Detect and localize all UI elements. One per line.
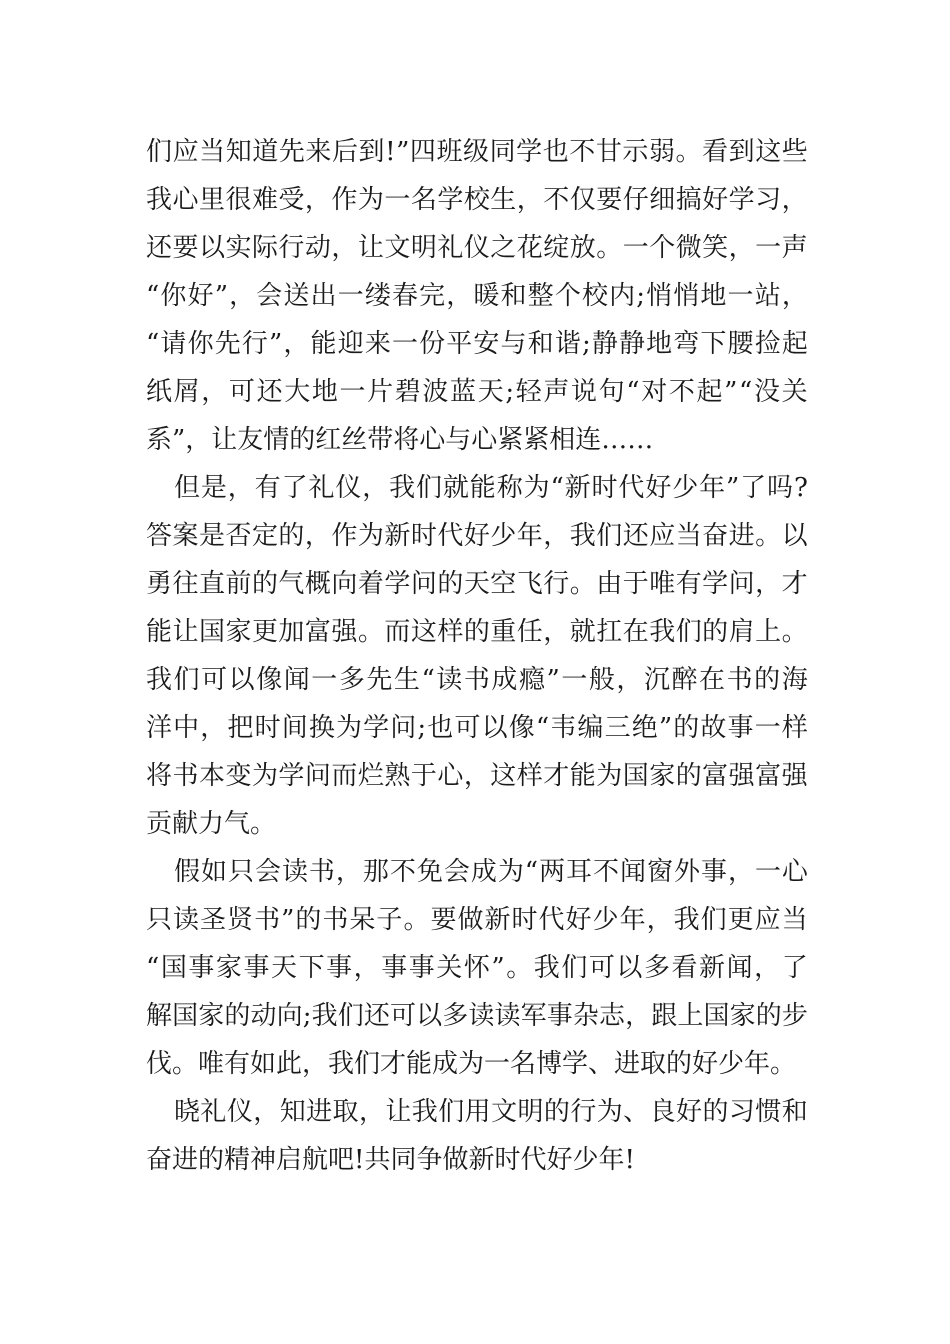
text-line: 我 们 可 以 像 闻 一 多 先 生 “ 读 书 成 瘾 ” 一 般 ， 沉 醉 在 书 的 海	[146, 665, 808, 695]
text-line: 还 要 以 实 际 行 动 ， 让 文 明 礼 仪 之 花 绽 放 。 一 个 微 笑 ， 一 声	[146, 233, 808, 263]
text-line: 只 读 圣 贤 书 ” 的 书 呆 子 。 要 做 新 时 代 好 少 年 ， 我 们 更 应 当	[146, 905, 808, 935]
paragraph-first-line: 假 如 只 会 读 书 ， 那 不 免 会 成 为 “ 两 耳 不 闻 窗 外 事 ， 一 心	[174, 857, 808, 887]
paragraph-first-line: 但 是 ， 有 了 礼 仪 ， 我 们 就 能 称 为 “ 新 时 代 好 少 年 ” 了 吗 ?	[174, 473, 808, 503]
text-line: 解 国 家 的 动 向 ; 我 们 还 可 以 多 读 读 军 事 杂 志 ， 跟 上 国 家 的 步	[146, 1001, 808, 1031]
text-line: 洋 中 ， 把 时 间 换 为 学 问 ; 也 可 以 像 “ 韦 编 三 绝 ” 的 故 事 一 样	[146, 713, 808, 743]
text-line: 伐。唯有如此，我们才能成为一名博学、进取的好少年。	[146, 1049, 797, 1079]
text-line: 我 心 里 很 难 受 ， 作 为 一 名 学 校 生 ， 不 仅 要 仔 细 搞 好 学 习 ，	[146, 185, 808, 215]
text-line: 系”，让友情的红丝带将心与心紧紧相连……	[146, 425, 654, 455]
text-line: 能 让 国 家 更 加 富 强 。 而 这 样 的 重 任 ， 就 扛 在 我 们 的 肩 上 。	[146, 617, 808, 647]
text-line: “ 请 你 先 行 ” ， 能 迎 来 一 份 平 安 与 和 谐 ; 静 静 地 弯 下 腰 捡 起	[146, 329, 808, 359]
text-line: 奋进的精神启航吧!共同争做新时代好少年!	[146, 1145, 635, 1175]
text-line: “ 你 好 ” ， 会 送 出 一 缕 春 完 ， 暖 和 整 个 校 内 ; 悄 悄 地 一 站 ，	[146, 281, 808, 311]
paragraph-first-line: 晓 礼 仪 ， 知 进 取 ， 让 我 们 用 文 明 的 行 为 、 良 好 的 习 惯 和	[174, 1097, 808, 1127]
text-line: 纸 屑 ， 可 还 大 地 一 片 碧 波 蓝 天 ; 轻 声 说 句 “ 对 不 起 ” “ 没 关	[146, 377, 808, 407]
document-body	[146, 128, 808, 1184]
text-line: “ 国 事 家 事 天 下 事 ， 事 事 关 怀 ” 。 我 们 可 以 多 看 新 闻 ， 了	[146, 953, 808, 983]
text-line: 们 应 当 知 道 先 来 后 到 ! ” 四 班 级 同 学 也 不 甘 示 弱 。 看 到 这 些	[146, 137, 808, 167]
text-line: 贡献力气。	[146, 809, 277, 839]
text-line: 勇 往 直 前 的 气 概 向 着 学 问 的 天 空 飞 行 。 由 于 唯 有 学 问 ， 才	[146, 569, 808, 599]
text-line: 将 书 本 变 为 学 问 而 烂 熟 于 心 ， 这 样 才 能 为 国 家 的 富 强 富 强	[146, 761, 808, 791]
text-line: 答 案 是 否 定 的 ， 作 为 新 时 代 好 少 年 ， 我 们 还 应 当 奋 进 。 以	[146, 521, 808, 551]
